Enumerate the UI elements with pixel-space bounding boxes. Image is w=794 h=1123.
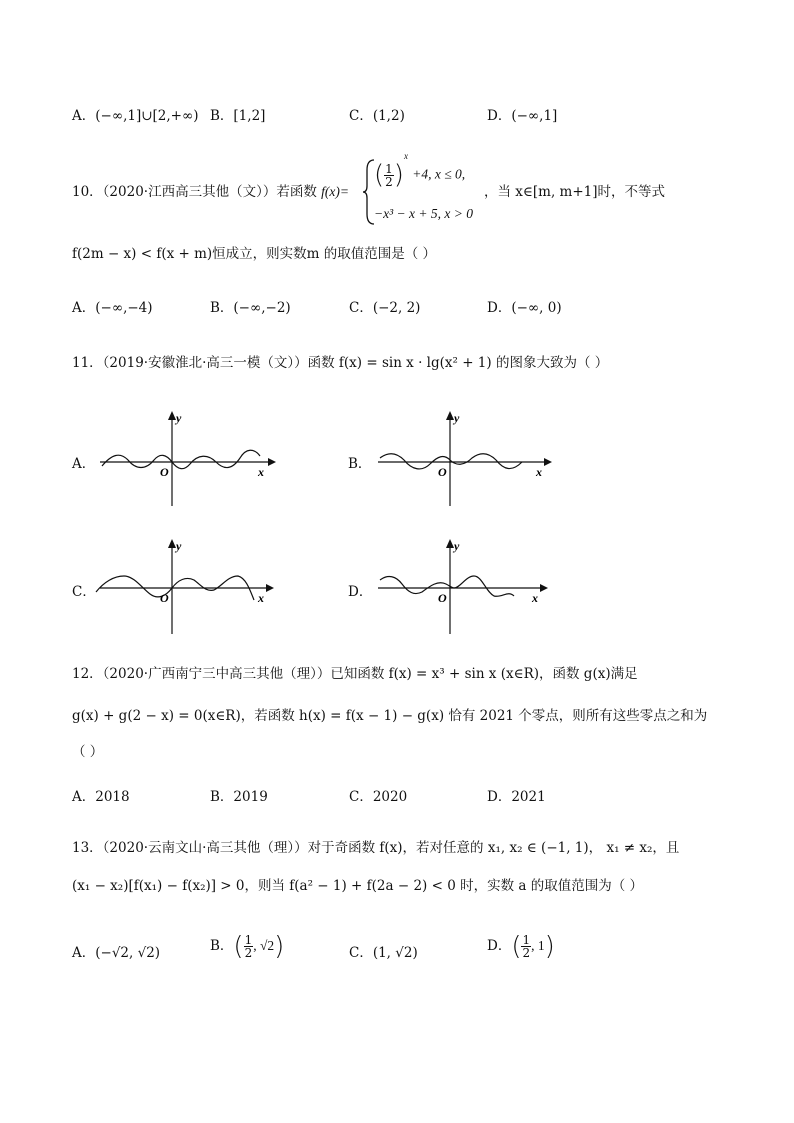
q12-line-2: g(x) + g(2 − x) = 0(x∈R)，若函数 h(x) = f(x − 1) − g(x) 恰有 2021 个零点，则所有这些零点之和为 [72,708,708,724]
q11-stem: 11．（2019·安徽淮北·高三一模（文））函数 f(x) = sin x · lg(x² + 1) 的图象大致为（ ） [72,355,609,371]
q11-graph-d [368,536,558,636]
q13-d-frac-den: 2 [522,946,531,960]
q10-option-b: B．(−∞,−2) [210,300,291,316]
q10-frac-num: 1 [385,161,393,176]
q11-option-d-label: D． [348,584,373,600]
y-axis-arrow [446,411,454,420]
q11-graph-a [90,408,280,508]
q13-option-d-rest: , 1 [531,938,545,953]
q10-frac-exp: x [403,151,408,161]
x-label: x [536,465,542,479]
q11-option-b-label: B． [348,456,372,472]
q12-option-d: D．2021 [487,789,546,805]
q13-option-b-rest: , √2 [253,938,275,953]
q13-option-a: A．(−√2, √2) [72,945,161,961]
q11-option-c-label: C． [72,584,96,600]
x-axis-arrow [544,458,552,466]
origin-label: O [438,591,447,605]
q10-case-2: −x³ − x + 5, x > 0 [374,206,473,221]
q13-option-d-prefix: D． [487,938,512,954]
x-axis-arrow [266,584,274,592]
y-axis-arrow [168,539,176,548]
q13-option-b: B．( $\frac{1}{2}$ , √2) [210,931,285,962]
x-label: x [258,591,264,605]
q9-option-b: B．[1,2] [210,108,266,124]
q13-option-d: D．( $\frac{1}{2}$ , 1) [487,931,555,962]
q9-option-d: D．(−∞,1] [487,108,558,124]
curve [380,454,522,469]
q13-option-c: C．(1, √2) [349,945,418,961]
x-label: x [258,465,264,479]
y-label: y [454,411,460,425]
q12-option-b: B．2019 [210,789,268,805]
q13-d-frac-num: 1 [522,933,531,947]
q10-option-c: C．(−2, 2) [349,300,421,316]
q10-prefix: 10．（2020·江西高三其他（文））若函数 [72,184,317,200]
q12-line-1: 12．（2020·广西南宁三中高三其他（理））已知函数 f(x) = x³ + sin x (x∈R)，函数 g(x)满足 [72,666,638,682]
q11-graph-c [90,536,280,636]
q13-line-1: 13．（2020·云南文山·高三其他（理））对于奇函数 f(x)，若对任意的 x₁, x₂ ∈ (−1, 1)， x₁ ≠ x₂，且 [72,840,680,856]
q11-option-a-label: A． [72,456,96,472]
x-axis-arrow [268,458,276,466]
x-axis-arrow [540,584,548,592]
q11-graph-b [368,408,558,508]
q12-option-a: A．2018 [72,789,130,805]
q13-line-2: (x₁ − x₂)[f(x₁) − f(x₂)] > 0，则当 f(a² − 1) + f(2a − 2) < 0 时，实数 a 的取值范围为（ ） [72,878,644,894]
q10-line-2: f(2m − x) < f(x + m)恒成立，则实数m 的取值范围是（ ） [72,246,437,262]
y-label: y [176,411,182,425]
q13-b-frac-den: 2 [244,946,253,960]
q10-stem [72,182,349,202]
q12-line-3: （ ） [72,744,104,760]
origin-label: O [160,591,169,605]
x-label: x [532,591,538,605]
y-axis-arrow [168,411,176,420]
q12-option-c: C．2020 [349,789,408,805]
q13-b-frac-num: 1 [244,933,253,947]
curve [102,450,260,468]
curve [380,576,514,596]
y-label: y [454,539,460,553]
y-axis-arrow [446,539,454,548]
q13-option-b-prefix: B． [210,938,234,954]
q9-option-c: C．(1,2) [349,108,405,124]
origin-label: O [438,465,447,479]
origin-label: O [160,465,169,479]
q10-suffix: ，当 x∈[m, m+1]时，不等式 [484,184,666,200]
y-label: y [176,539,182,553]
q10-frac-den: 2 [385,174,393,189]
q10-case-1-text: +4, x ≤ 0, [412,166,466,182]
q10-option-d: D．(−∞, 0) [487,300,562,316]
q10-option-a: A．(−∞,−4) [72,300,153,316]
q9-option-a: A．(−∞,1]∪[2,+∞) [72,108,199,124]
q10-case-1: ( $\frac{1}{2}$ )$^x$ +4, x ≤ 0, [374,151,466,190]
q10-function-lhs: f(x)= [321,184,349,199]
